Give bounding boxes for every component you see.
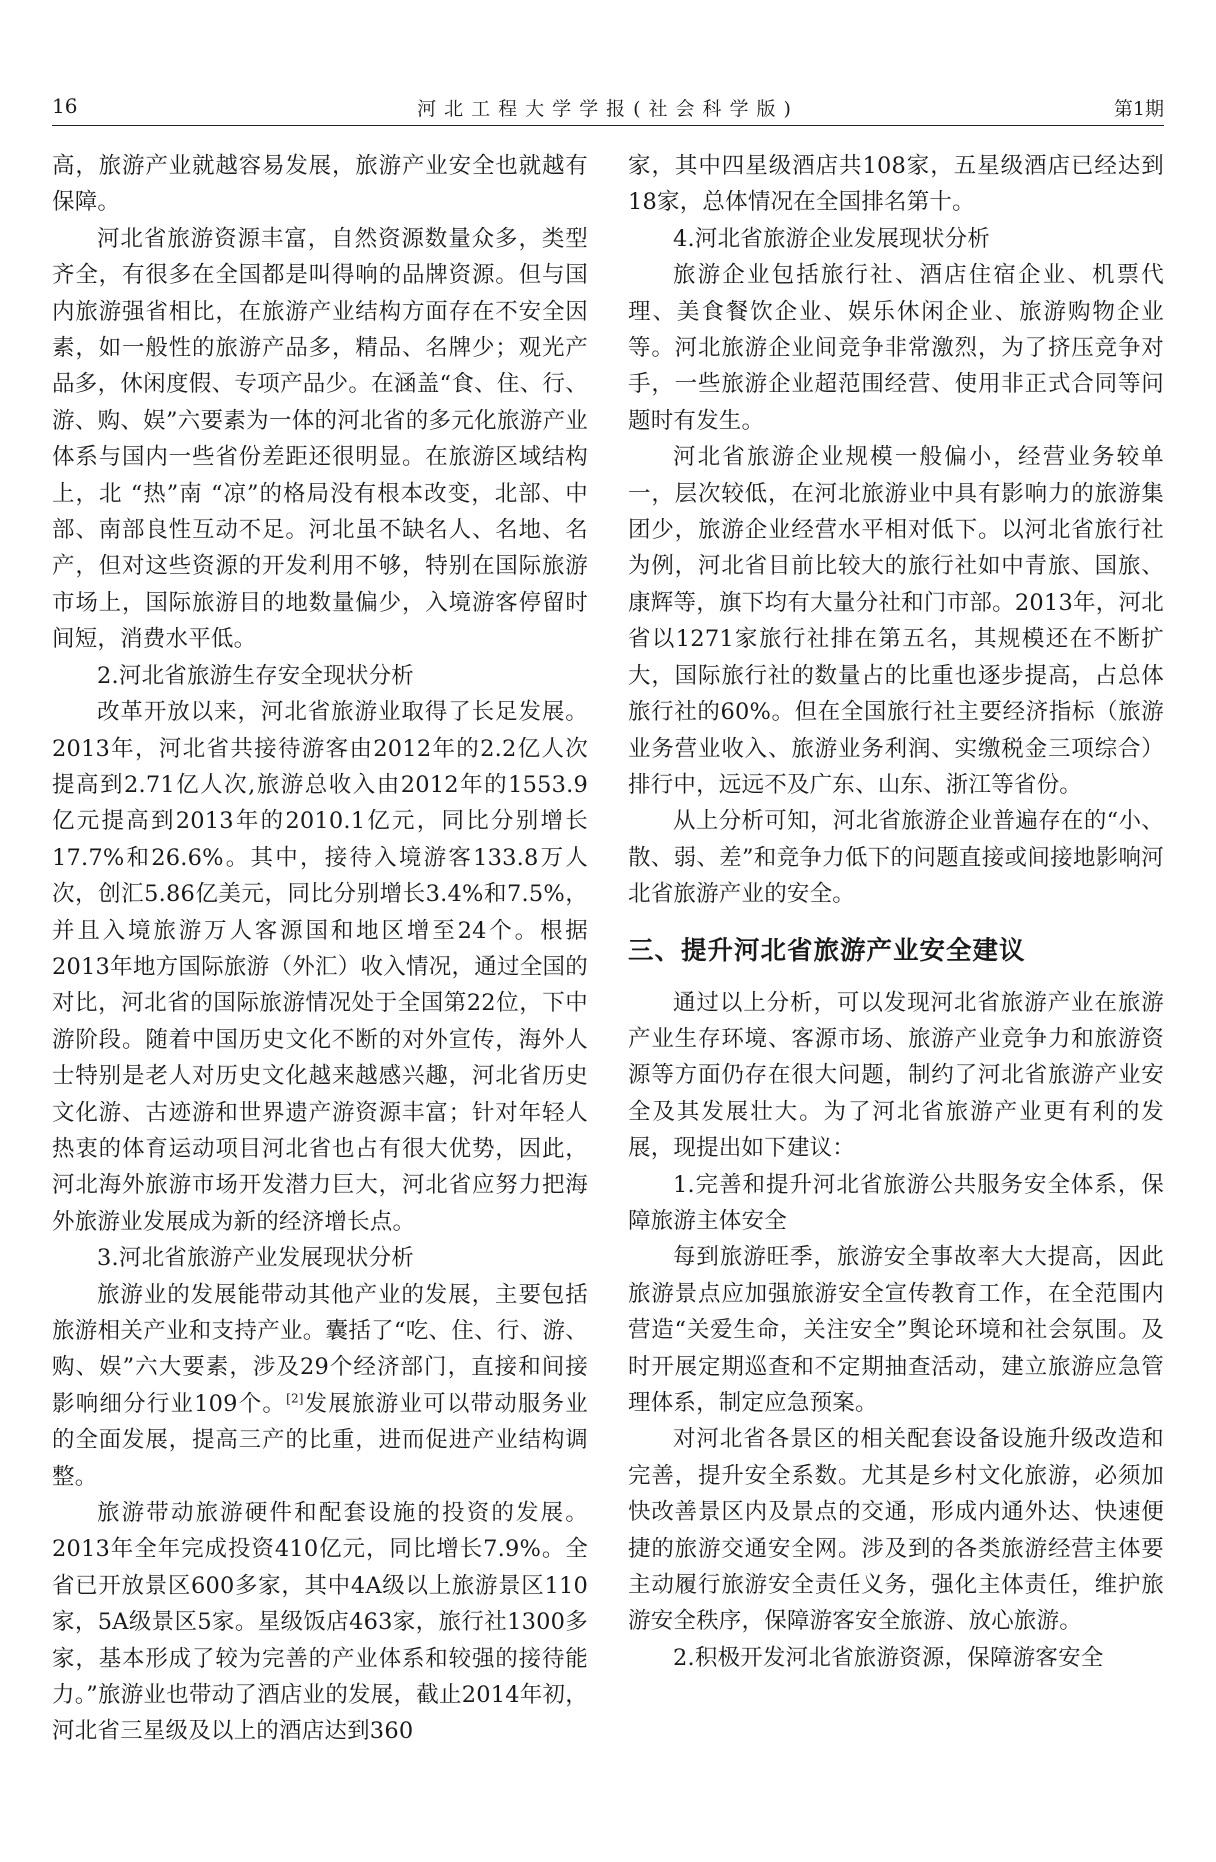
running-header	[52, 94, 1164, 128]
paragraph: 改革开放以来，河北省旅游业取得了长足发展。2013年，河北省共接待游客由2012年的2.2亿人次提高到2.71亿人次,旅游总收入由2012年的1553.9亿元提高到2013年的2010.1亿元，同比分别增长17.7%和26.6%。其中，接待入境游客133.8万人次，创汇5.86亿美元，同比分别增长3.4%和7.5%，并且入境旅游万人客源国和地区增至24个。根据2013年地方国际旅游（外汇）收入情况，通过全国的对比，河北省的国际旅游情况处于全国第22位，下中游阶段。随着中国历史文化不断的对外宣传，海外人士特别是老人对历史文化越来越感兴趣，河北省历史文化游、古迹游和世界遗产游资源丰富；针对年轻人热衷的体育运动项目河北省也占有很大优势，因此，河北海外旅游市场开发潜力巨大，河北省应努力把海外旅游业发展成为新的经济增长点。	[52, 699, 588, 1235]
paragraph: 旅游带动旅游硬件和配套设施的投资的发展。2013年全年完成投资410亿元，同比增长7.9%。全省已开放景区600多家，其中4A级以上旅游景区110家，5A级景区5家。星级饭店463家，旅行社1300多家，基本形成了较为完善的产业体系和较强的接待能力。”旅游业也带动了酒店业的发展，截止2014年初，河北省三星级及以上的酒店达到360	[52, 1500, 588, 1745]
paragraph-text: 发展旅游业可以带动服务业的全面发展，提高三产的比重，进而促进产业结构调整。	[52, 1390, 588, 1490]
page-number: 16	[52, 94, 78, 118]
subsection-heading: 1.完善和提升河北省旅游公共服务安全体系，保障旅游主体安全	[628, 1171, 1164, 1234]
right-column	[628, 148, 1164, 1676]
paragraph: 每到旅游旺季，旅游安全事故率大大提高，因此旅游景点应加强旅游安全宣传教育工作，在全范围内营造“关爱生命，关注安全”舆论环境和社会氛围。及时开展定期巡查和不定期抽查活动，建立旅游应急管理体系，制定应急预案。	[628, 1244, 1164, 1416]
paragraph: 河北省旅游企业规模一般偏小，经营业务较单一，层次较低，在河北旅游业中具有影响力的旅游集团少，旅游企业经营水平相对低下。以河北省旅行社为例，河北省目前比较大的旅行社如中青旅、国旅、康辉等，旗下均有大量分社和门市部。2013年，河北省以1271家旅行社排在第五名，其规模还在不断扩大，国际旅行社的数量占的比重也逐步提高，占总体旅行社的60%。但在全国旅行社主要经济指标（旅游业务营业收入、旅游业务利润、实缴税金三项综合）排行中，远远不及广东、山东、浙江等省份。	[628, 444, 1164, 798]
paragraph: 高，旅游产业就越容易发展，旅游产业安全也就越有保障。	[52, 153, 588, 216]
subsection-heading: 3.河北省旅游产业发展现状分析	[97, 1245, 414, 1272]
issue-number: 第1期	[1113, 98, 1164, 120]
subsection-heading: 2.积极开发河北省旅游资源，保障游客安全	[673, 1644, 1104, 1671]
left-column	[52, 148, 588, 1750]
paragraph: 通过以上分析，可以发现河北省旅游产业在旅游产业生存环境、客源市场、旅游产业竞争力和旅游资源等方面仍存在很大问题，制约了河北省旅游产业安全及其发展壮大。为了河北省旅游产业更有利的发展，现提出如下建议：	[628, 989, 1164, 1162]
paragraph: 对河北省各景区的相关配套设备设施升级改造和完善，提升安全系数。尤其是乡村文化旅游，必须加快改善景区内及景点的交通，形成内通外达、快速便捷的旅游交通安全网。涉及到的各类旅游经营主体要主动履行旅游安全责任义务，强化主体责任，维护旅游安全秩序，保障游客安全旅游、放心旅游。	[628, 1426, 1164, 1635]
header-rule	[52, 125, 1164, 126]
paragraph: 旅游企业包括旅行社、酒店住宿企业、机票代理、美食餐饮企业、娱乐休闲企业、旅游购物企业等。河北旅游企业间竞争非常激烈，为了挤压竞争对手，一些旅游企业超范围经营、使用非正式合同等问题时有发生。	[628, 262, 1164, 434]
paragraph: 家，其中四星级酒店共108家，五星级酒店已经达到18家，总体情况在全国排名第十。	[628, 153, 1164, 216]
citation-ref: [2]	[286, 1391, 304, 1406]
subsection-heading: 4.河北省旅游企业发展现状分析	[673, 225, 990, 252]
subsection-heading: 2.河北省旅游生存安全现状分析	[97, 662, 414, 689]
paragraph	[52, 1277, 588, 1495]
paragraph: 从上分析可知，河北省旅游企业普遍存在的“小、散、弱、差”和竞争力低下的问题直接或间接地影响河北省旅游产业的安全。	[628, 808, 1164, 908]
paragraph: 河北省旅游资源丰富，自然资源数量众多，类型齐全，有很多在全国都是叫得响的品牌资源。但与国内旅游强省相比，在旅游产业结构方面存在不安全因素，如一般性的旅游产品多，精品、名牌少；观光产品多，休闲度假、专项产品少。在涵盖“食、住、行、游、购、娱”六要素为一体的河北省的多元化旅游产业体系与国内一些省份差距还很明显。在旅游区域结构上，北 “热”南 “凉”的格局没有根本改变，北部、中部、南部良性互动不足。河北虽不缺名人、名地、名产，但对这些资源的开发利用不够，特别在国际旅游市场上，国际旅游目的地数量偏少，入境游客停留时间短，消费水平低。	[52, 225, 588, 653]
section-title: 三、提升河北省旅游产业安全建议	[628, 935, 1026, 966]
journal-name: 河北工程大学学报(社会科学版)	[417, 98, 799, 120]
paragraph-text: 旅游业的发展能带动其他产业的发展，主要包括旅游相关产业和支持产业。囊括了“吃、住、行、游、购、娱”六大要素，涉及29个经济部门，直接和间接影响细分行业109个。	[52, 1281, 588, 1417]
